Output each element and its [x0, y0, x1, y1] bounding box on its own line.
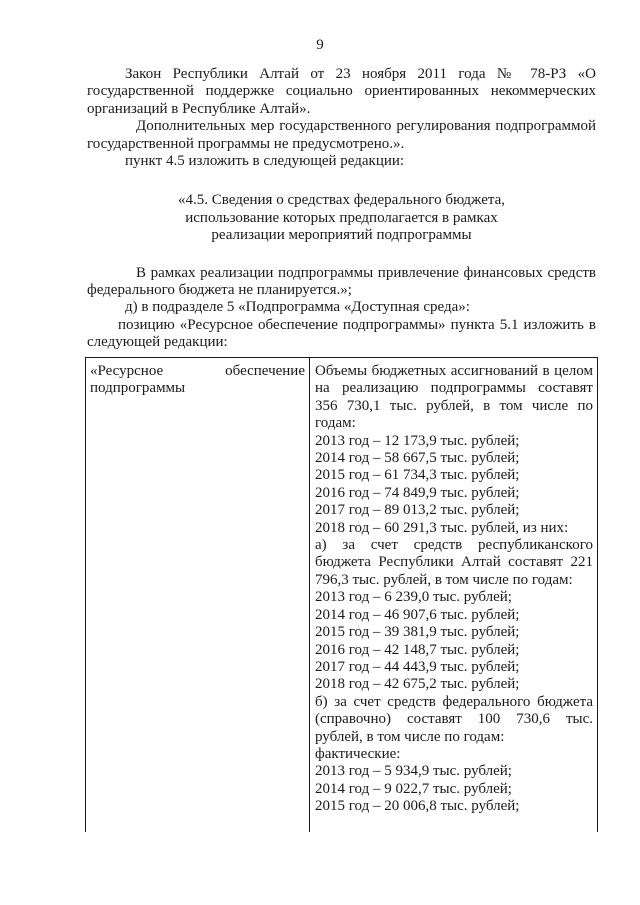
heading-line: реализации мероприятий подпрограммы	[211, 227, 472, 244]
total-year-line: 2015 год – 61 734,3 тыс. рублей;	[315, 467, 520, 484]
regional-year-line: 2016 год – 42 148,7 тыс. рублей;	[315, 641, 520, 658]
heading-line: использование которых предполагается в рамках	[185, 209, 498, 226]
total-funding-intro: Объемы бюджетных ассигнований в целом на реализацию подпрограммы составят 356 730,1 тыс. рублей, в том числе по годам:	[315, 363, 593, 432]
federal-actual-label: фактические:	[315, 745, 401, 762]
regional-year-line: 2017 год – 44 443,9 тыс. рублей;	[315, 658, 520, 675]
label-first-line	[90, 363, 305, 380]
table-value-cell	[310, 358, 597, 832]
federal-year-line: 2015 год – 20 006,8 тыс. рублей;	[315, 798, 520, 815]
federal-year-line: 2013 год – 5 934,9 тыс. рублей;	[315, 763, 512, 780]
total-year-line: 2016 год – 74 849,9 тыс. рублей;	[315, 484, 520, 501]
label-word: обеспечение	[225, 363, 305, 379]
label-word: «Ресурсное	[90, 363, 164, 379]
total-year-line: 2017 год – 89 013,2 тыс. рублей;	[315, 502, 520, 519]
paragraph-no-federal-funds: В рамках реализации подпрограммы привлечение финансовых средств федерального бюджета не планируется.»;	[87, 264, 596, 299]
regional-year-line: 2018 год – 42 675,2 тыс. рублей;	[315, 676, 520, 693]
section-heading-4-5	[87, 192, 596, 244]
federal-year-line: 2014 год – 9 022,7 тыс. рублей;	[315, 780, 512, 797]
resource-provision-table	[85, 357, 598, 832]
paragraph-position-5-1: позицию «Ресурсное обеспечение подпрограммы» пункта 5.1 изложить в следующей редакции:	[87, 316, 596, 351]
total-year-line: 2013 год – 12 173,9 тыс. рублей;	[315, 432, 520, 449]
paragraph-law-reference: Закон Республики Алтай от 23 ноября 2011 года № 78-РЗ «О государственной поддержке социально ориентированных некоммерческих организаций в Республике Алтай».	[87, 66, 596, 117]
regional-year-line: 2013 год – 6 239,0 тыс. рублей;	[315, 589, 512, 606]
regional-budget-intro: а) за счет средств республиканского бюджета Республики Алтай составят 221 796,3 тыс. рублей, в том числе по годам:	[315, 537, 593, 588]
page-number: 9	[316, 37, 324, 53]
label-second-line: подпрограммы	[90, 380, 186, 397]
paragraph-subsection-5: д) в подразделе 5 «Подпрограмма «Доступная среда»:	[125, 299, 470, 316]
federal-budget-intro: б) за счет средств федерального бюджета (справочно) составят 100 730,6 тыс. рублей, в том числе по годам:	[315, 693, 593, 745]
regional-year-line: 2014 год – 46 907,6 тыс. рублей;	[315, 606, 520, 623]
regional-year-line: 2015 год – 39 381,9 тыс. рублей;	[315, 624, 520, 641]
paragraph-amend-4-5: пункт 4.5 изложить в следующей редакции:	[125, 153, 405, 170]
total-year-line: 2018 год – 60 291,3 тыс. рублей, из них:	[315, 519, 569, 536]
document-body	[87, 66, 596, 352]
table-label-cell	[86, 358, 310, 832]
heading-line: «4.5. Сведения о средствах федерального бюджета,	[177, 192, 506, 209]
paragraph-no-additional-measures: Дополнительных мер государственного регулирования подпрограммой государственной программы не предусмотрено.».	[87, 118, 596, 152]
total-year-line: 2014 год – 58 667,5 тыс. рублей;	[315, 450, 520, 467]
